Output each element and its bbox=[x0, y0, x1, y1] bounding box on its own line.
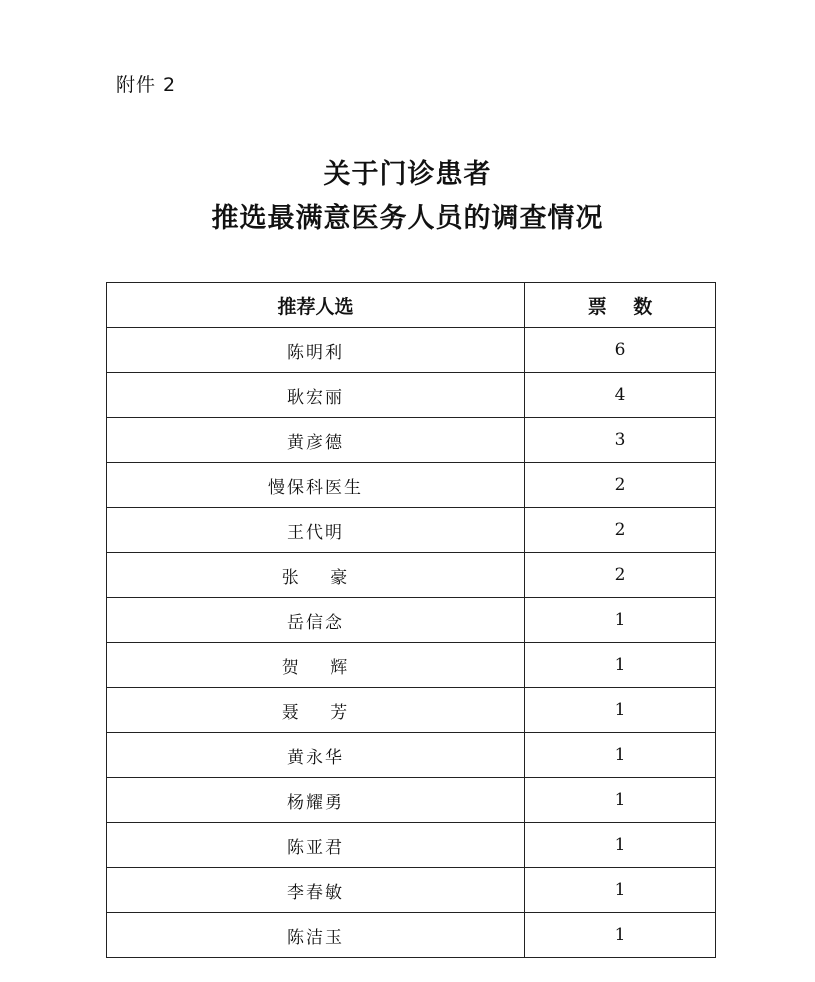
table-row bbox=[107, 823, 716, 868]
vote-count: 2 bbox=[525, 508, 716, 553]
header-candidate: 推荐人选 bbox=[107, 283, 525, 328]
vote-count: 1 bbox=[525, 733, 716, 778]
candidate-name: 慢保科医生 bbox=[107, 463, 525, 508]
document-title-line-2: 推选最满意医务人员的调查情况 bbox=[211, 203, 604, 234]
table-row bbox=[107, 373, 716, 418]
candidate-name: 陈明利 bbox=[107, 328, 525, 373]
vote-count: 2 bbox=[525, 553, 716, 598]
table-row bbox=[107, 688, 716, 733]
candidate-name: 陈亚君 bbox=[107, 823, 525, 868]
candidate-name: 黄永华 bbox=[107, 733, 525, 778]
vote-count: 1 bbox=[525, 778, 716, 823]
table-row bbox=[107, 868, 716, 913]
vote-count: 6 bbox=[525, 328, 716, 373]
candidate-name: 杨耀勇 bbox=[107, 778, 525, 823]
table-row bbox=[107, 598, 716, 643]
candidate-name: 黄彦德 bbox=[107, 418, 525, 463]
table-row bbox=[107, 733, 716, 778]
candidate-name: 李春敏 bbox=[107, 868, 525, 913]
candidate-name: 张 豪 bbox=[107, 553, 525, 598]
vote-count: 1 bbox=[525, 598, 716, 643]
vote-count: 1 bbox=[525, 688, 716, 733]
vote-count: 3 bbox=[525, 418, 716, 463]
vote-count: 1 bbox=[525, 823, 716, 868]
vote-count: 1 bbox=[525, 868, 716, 913]
candidate-name: 岳信念 bbox=[107, 598, 525, 643]
table-row bbox=[107, 508, 716, 553]
candidate-name: 贺 辉 bbox=[107, 643, 525, 688]
vote-count: 4 bbox=[525, 373, 716, 418]
candidate-name: 王代明 bbox=[107, 508, 525, 553]
vote-count: 1 bbox=[525, 643, 716, 688]
document-title-line-1: 关于门诊患者 bbox=[323, 159, 492, 190]
vote-count: 2 bbox=[525, 463, 716, 508]
table-row bbox=[107, 418, 716, 463]
vote-results-table bbox=[106, 282, 716, 958]
vote-count: 1 bbox=[525, 913, 716, 958]
header-votes: 票 数 bbox=[525, 283, 716, 328]
table-row bbox=[107, 328, 716, 373]
table-row bbox=[107, 778, 716, 823]
candidate-name: 聂 芳 bbox=[107, 688, 525, 733]
attachment-label: 附件 2 bbox=[116, 74, 177, 96]
candidate-name: 耿宏丽 bbox=[107, 373, 525, 418]
table-row bbox=[107, 463, 716, 508]
table-row bbox=[107, 553, 716, 598]
table-row bbox=[107, 643, 716, 688]
table-row bbox=[107, 913, 716, 958]
candidate-name: 陈洁玉 bbox=[107, 913, 525, 958]
table-header-row bbox=[107, 283, 716, 328]
